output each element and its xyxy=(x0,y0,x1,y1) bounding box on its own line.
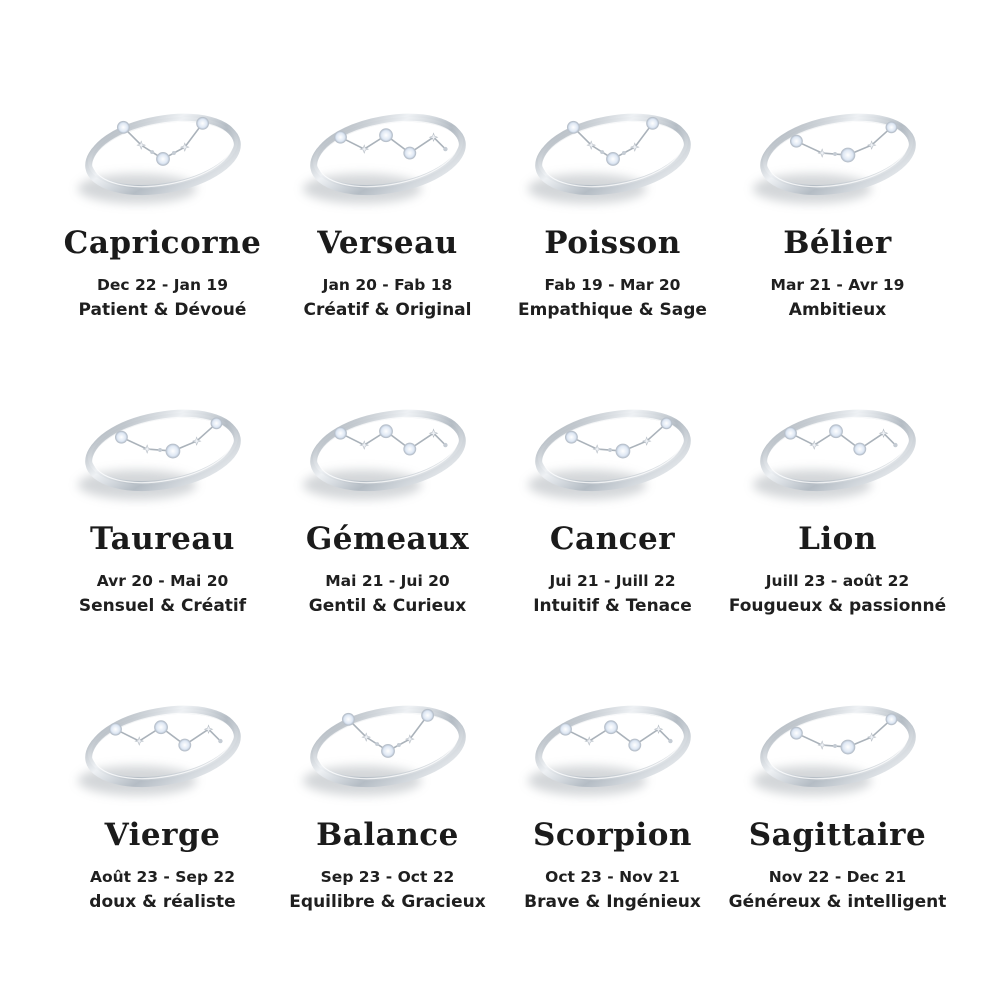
sign-dates: Fab 19 - Mar 20 xyxy=(544,276,681,295)
sign-name: Vierge xyxy=(104,817,221,853)
zodiac-card-capricorne xyxy=(50,82,275,378)
sign-dates: Dec 22 - Jan 19 xyxy=(97,276,228,295)
sign-dates: Oct 23 - Nov 21 xyxy=(545,868,680,887)
zodiac-card-verseau xyxy=(275,82,500,378)
gemeaux-ring-photo xyxy=(289,392,487,514)
sign-dates: Mar 21 - Avr 19 xyxy=(770,276,905,295)
zodiac-card-vierge xyxy=(50,674,275,970)
zodiac-card-cancer xyxy=(500,378,725,674)
sagittaire-ring-photo xyxy=(739,688,937,810)
zodiac-card-balance xyxy=(275,674,500,970)
sign-name: Gémeaux xyxy=(305,521,470,557)
zodiac-card-belier xyxy=(725,82,950,378)
sign-dates: Août 23 - Sep 22 xyxy=(89,868,236,887)
sign-dates: Nov 22 - Dec 21 xyxy=(768,868,907,887)
sign-traits: Fougueux & passionné xyxy=(728,596,947,617)
sign-dates: Avr 20 - Mai 20 xyxy=(96,572,229,591)
capricorne-ring-photo xyxy=(64,96,262,218)
sign-name: Poisson xyxy=(544,225,681,261)
belier-ring-photo xyxy=(739,96,937,218)
sign-dates: Jan 20 - Fab 18 xyxy=(322,276,453,295)
sign-traits: Empathique & Sage xyxy=(518,300,707,321)
sign-traits: Sensuel & Créatif xyxy=(78,596,247,617)
sign-traits: Créatif & Original xyxy=(303,300,472,321)
zodiac-card-taureau xyxy=(50,378,275,674)
balance-ring-photo xyxy=(289,688,487,810)
sign-traits: Intuitif & Tenace xyxy=(533,596,692,617)
sign-dates: Mai 21 - Jui 20 xyxy=(325,572,450,591)
sign-name: Capricorne xyxy=(63,225,262,261)
sign-traits: doux & réaliste xyxy=(89,892,236,913)
sign-name: Scorpion xyxy=(533,817,692,853)
sign-traits: Ambitieux xyxy=(788,300,887,321)
sign-name: Verseau xyxy=(317,225,458,261)
sign-traits: Gentil & Curieux xyxy=(308,596,467,617)
zodiac-card-sagittaire xyxy=(725,674,950,970)
zodiac-card-lion xyxy=(725,378,950,674)
taureau-ring-photo xyxy=(64,392,262,514)
cancer-ring-photo xyxy=(514,392,712,514)
sign-dates: Jui 21 - Juill 22 xyxy=(549,572,676,591)
sign-name: Balance xyxy=(316,817,459,853)
sign-name: Taureau xyxy=(90,521,235,557)
poisson-ring-photo xyxy=(514,96,712,218)
zodiac-card-gemeaux xyxy=(275,378,500,674)
zodiac-card-poisson xyxy=(500,82,725,378)
sign-name: Cancer xyxy=(549,521,676,557)
sign-name: Bélier xyxy=(783,225,892,261)
sign-name: Lion xyxy=(798,521,877,557)
sign-name: Sagittaire xyxy=(748,817,927,853)
scorpion-ring-photo xyxy=(514,688,712,810)
vierge-ring-photo xyxy=(64,688,262,810)
sign-traits: Equilibre & Gracieux xyxy=(289,892,486,913)
sign-traits: Généreux & intelligent xyxy=(728,892,947,913)
verseau-ring-photo xyxy=(289,96,487,218)
sign-traits: Patient & Dévoué xyxy=(78,300,247,321)
lion-ring-photo xyxy=(739,392,937,514)
sign-dates: Sep 23 - Oct 22 xyxy=(320,868,455,887)
sign-dates: Juill 23 - août 22 xyxy=(765,572,910,591)
sign-traits: Brave & Ingénieux xyxy=(524,892,701,913)
zodiac-card-scorpion xyxy=(500,674,725,970)
